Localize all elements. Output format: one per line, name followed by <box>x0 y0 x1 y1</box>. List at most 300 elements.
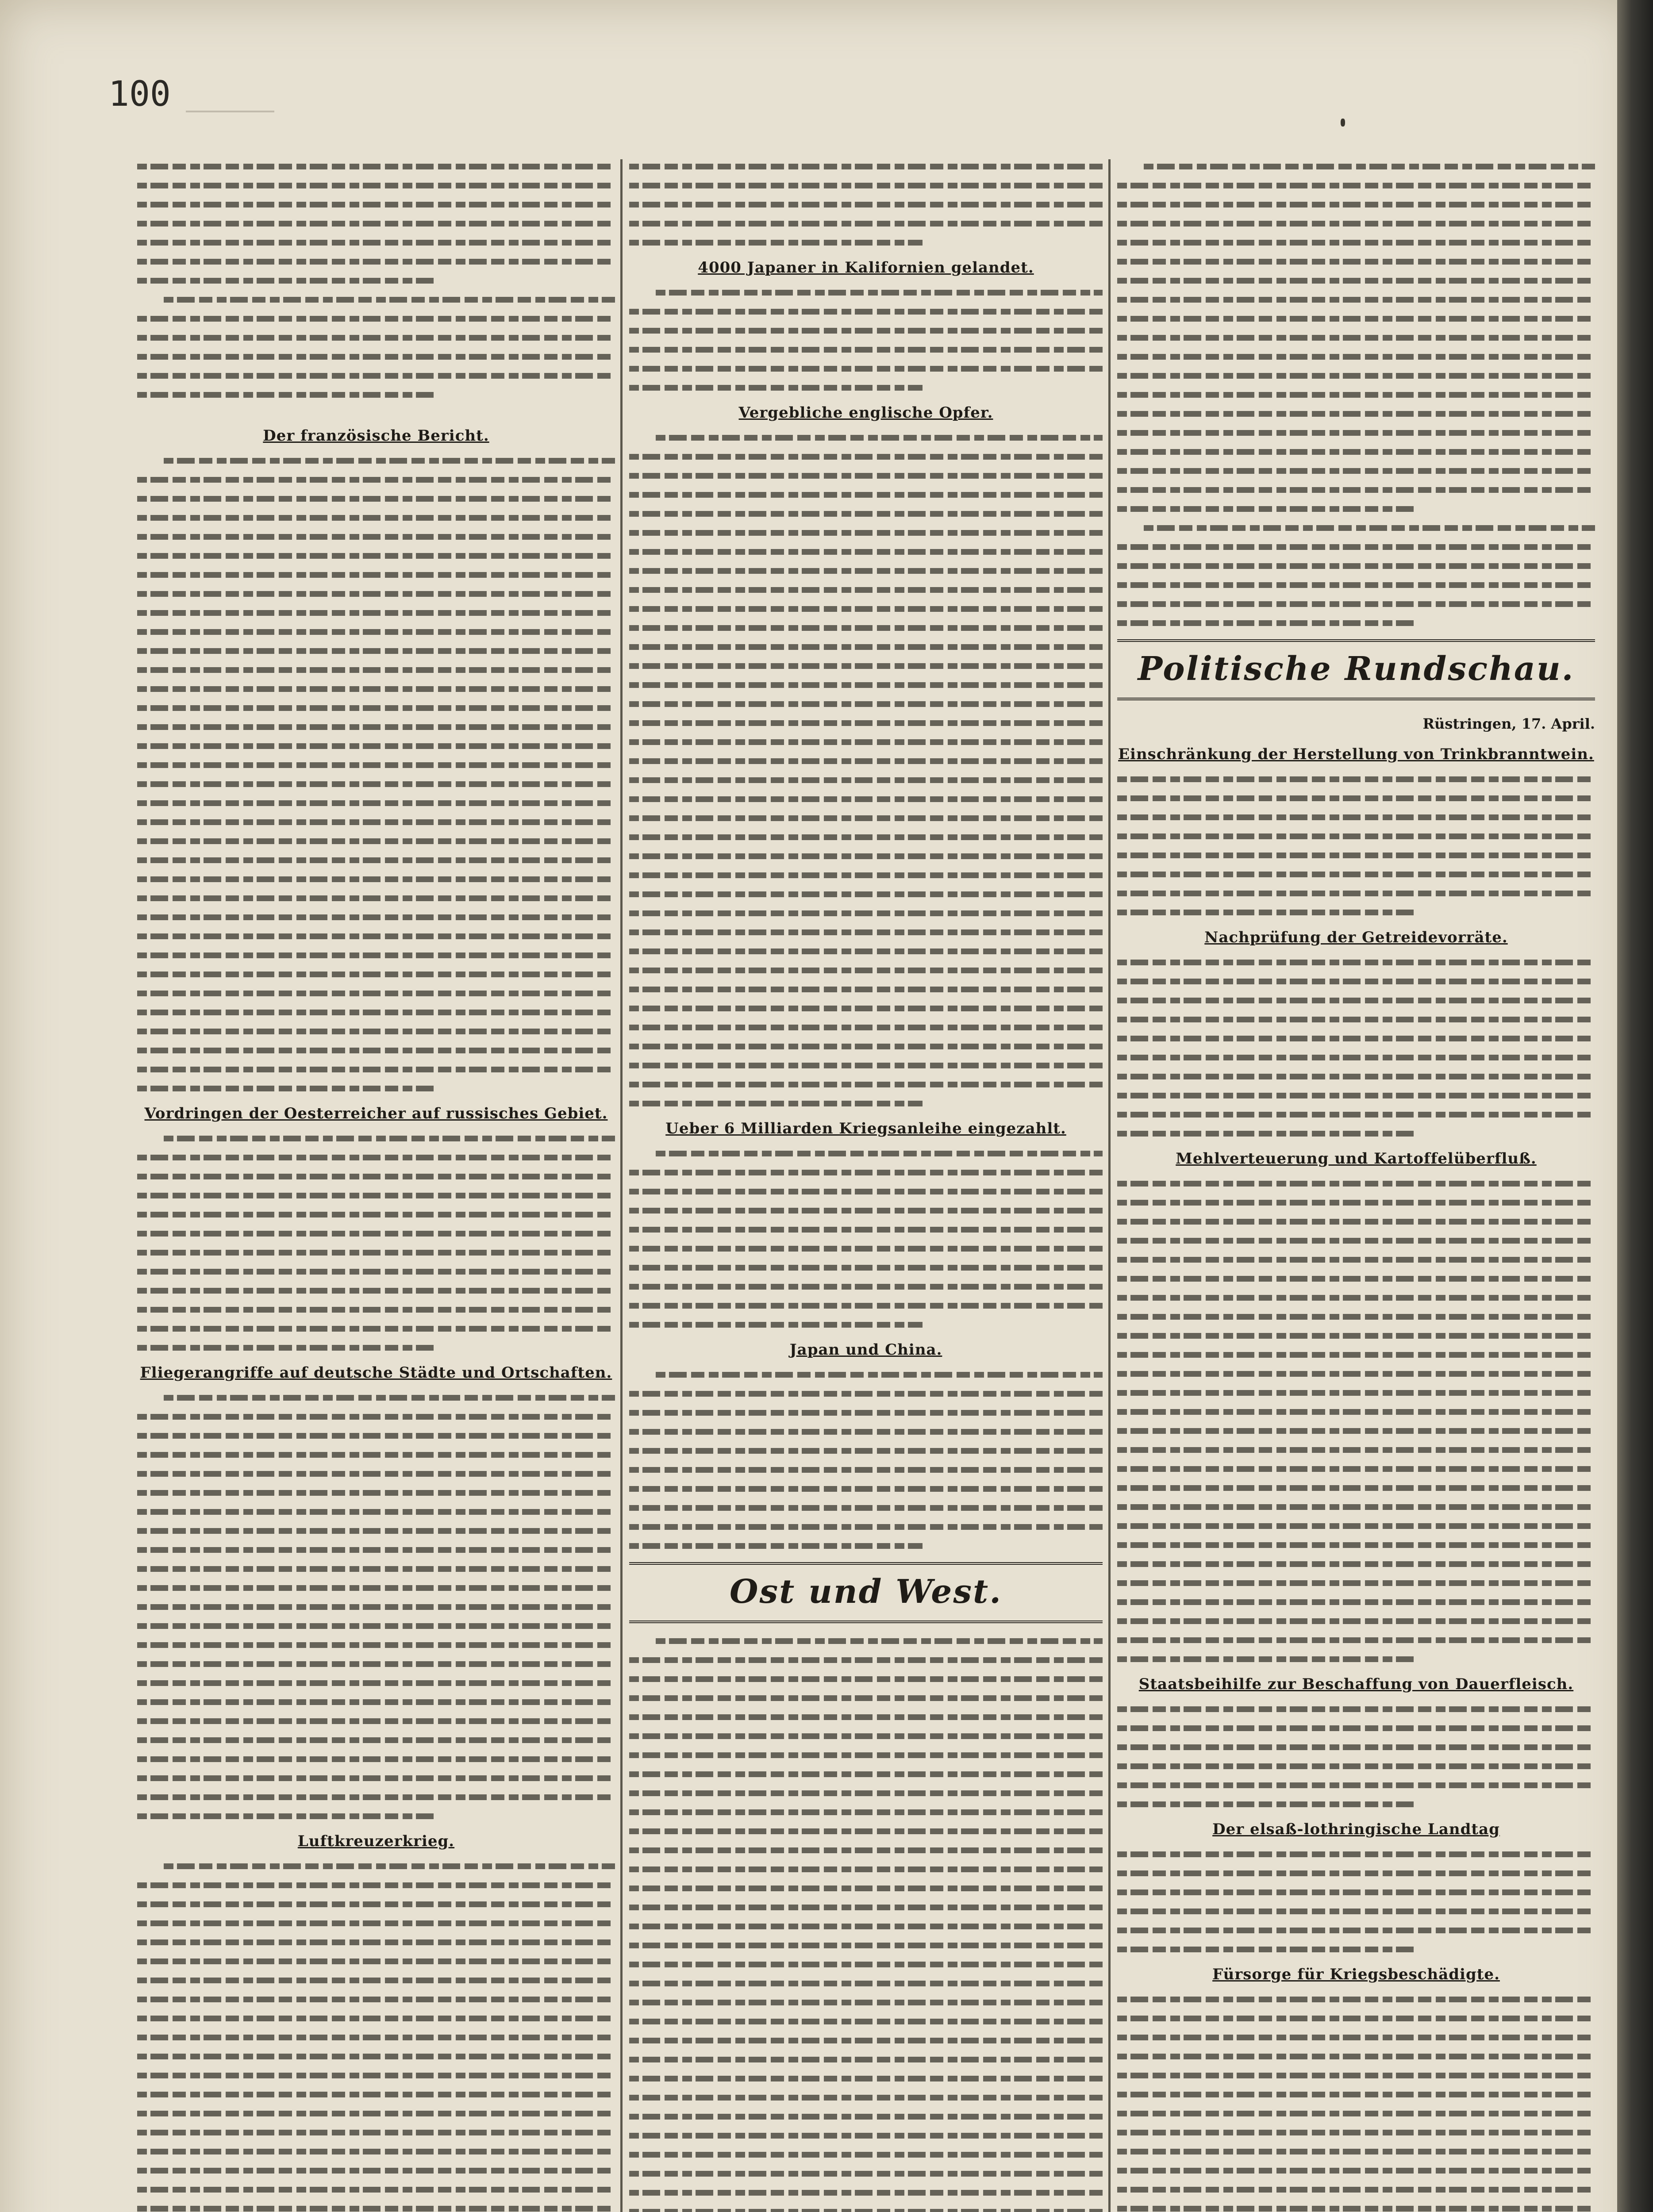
body-text-line <box>137 819 615 825</box>
body-text-line <box>137 952 615 958</box>
body-text-line <box>137 591 615 597</box>
body-text-line <box>1117 430 1595 436</box>
body-text-line <box>1117 2168 1595 2174</box>
body-text-line <box>629 1924 1103 1929</box>
body-text-line <box>629 853 1103 859</box>
body-text-line <box>1117 1276 1595 1282</box>
body-text-line <box>137 1775 615 1781</box>
body-text-line <box>629 1752 1103 1758</box>
body-text-line <box>137 1920 615 1926</box>
body-text-line <box>1117 1580 1595 1586</box>
body-text-line <box>137 1414 615 1420</box>
body-text-line <box>1117 891 1595 896</box>
body-text-line <box>137 1067 615 1072</box>
body-text-line <box>137 534 615 540</box>
body-text-line <box>629 2171 1103 2177</box>
body-text-line <box>1117 2130 1595 2135</box>
body-text-line <box>629 347 1103 353</box>
body-text-line <box>629 1809 1103 1815</box>
body-text-line <box>1117 354 1595 360</box>
body-text-line <box>629 1082 1103 1087</box>
body-text-line <box>656 290 1103 296</box>
body-text-line <box>137 1490 615 1496</box>
body-text-line <box>164 1863 615 1869</box>
body-text-line <box>629 2076 1103 2081</box>
body-text-line <box>1117 1725 1595 1731</box>
body-text-line <box>1117 1870 1595 1876</box>
body-text-line <box>629 2019 1103 2024</box>
body-text-line <box>629 2190 1103 2196</box>
body-text-line <box>629 663 1103 669</box>
section-heading: Einschränkung der Herstellung von Trinkbranntwein. <box>1118 745 1594 763</box>
body-text-line <box>1117 1889 1595 1895</box>
body-text-line <box>137 838 615 844</box>
body-text-line <box>137 1250 615 1256</box>
body-text-line <box>629 834 1103 840</box>
body-text-line <box>1117 373 1595 379</box>
section-heading: Fliegerangriffe auf deutsche Städte und Ortschaften. <box>140 1364 612 1382</box>
body-text-line <box>1117 1314 1595 1320</box>
body-text-line <box>137 1471 615 1477</box>
body-text-line <box>656 435 1103 441</box>
body-text-line <box>629 549 1103 555</box>
body-text-line <box>629 891 1103 897</box>
body-text-line <box>629 530 1103 536</box>
section-heading: Fürsorge für Kriegsbeschädigte. <box>1212 1966 1500 1983</box>
body-text-line <box>629 1025 1103 1030</box>
body-text-line <box>137 1978 615 1983</box>
body-text-line <box>629 1208 1103 1214</box>
section-heading: Der elsaß-lothringische Landtag <box>1212 1820 1500 1838</box>
body-text-line <box>1117 2054 1595 2059</box>
body-text-line <box>629 625 1103 631</box>
body-text-line <box>656 1372 1103 1378</box>
body-text-line <box>629 240 923 246</box>
body-text-line <box>1117 1257 1595 1263</box>
body-text-line <box>629 720 1103 726</box>
body-text-line <box>629 796 1103 802</box>
body-text-line <box>629 1429 1103 1435</box>
body-text-line <box>629 1866 1103 1872</box>
body-text-line <box>137 610 615 616</box>
body-text-line <box>137 1086 434 1091</box>
body-text-line <box>137 221 615 227</box>
section-heading: Japan und China. <box>789 1341 942 1359</box>
body-text-line <box>137 1345 434 1351</box>
body-text-line <box>1117 776 1595 782</box>
body-text-line <box>1117 2035 1595 2040</box>
body-text-line <box>629 949 1103 954</box>
body-text-line <box>1117 1466 1595 1472</box>
body-text-line <box>629 1284 1103 1290</box>
body-text-line <box>629 164 1103 169</box>
body-text-line <box>137 515 615 521</box>
body-text-line <box>629 1006 1103 1011</box>
body-text-line <box>1117 2206 1595 2212</box>
body-text-line <box>1117 1352 1595 1358</box>
body-text-line <box>629 701 1103 707</box>
body-text-line <box>137 1155 615 1160</box>
section-heading: Nachprüfung der Getreidevorräte. <box>1204 929 1508 946</box>
body-text-line <box>629 309 1103 315</box>
body-text-line <box>629 1170 1103 1175</box>
body-text-line <box>629 2114 1103 2120</box>
column-rule <box>620 159 623 2212</box>
body-text-line <box>629 1676 1103 1682</box>
body-text-line <box>629 1101 923 1106</box>
body-text-line <box>1117 1656 1414 1662</box>
major-heading: Ost und West. <box>629 1562 1103 1623</box>
body-text-line <box>1117 2187 1595 2193</box>
body-text-line <box>1117 1409 1595 1415</box>
body-text-line <box>137 1029 615 1034</box>
body-text-line <box>137 1585 615 1591</box>
body-text-line <box>629 1695 1103 1701</box>
body-text-line <box>1117 814 1595 820</box>
body-text-line <box>137 1547 615 1553</box>
major-heading: Politische Rundschau. <box>1117 639 1595 700</box>
column-rule <box>1108 159 1111 2212</box>
body-text-line <box>137 1642 615 1648</box>
body-text-line <box>1117 544 1595 550</box>
body-text-line <box>137 553 615 559</box>
body-text-line <box>656 1638 1103 1644</box>
body-text-line <box>164 1395 615 1401</box>
body-text-line <box>137 914 615 920</box>
body-text-line <box>137 2130 615 2135</box>
body-text-line <box>137 2111 615 2116</box>
body-text-line <box>137 2073 615 2078</box>
body-text-line <box>137 1048 615 1053</box>
body-text-line <box>1117 1093 1595 1098</box>
body-text-line <box>1117 1200 1595 1206</box>
body-text-line <box>1117 1561 1595 1567</box>
body-text-line <box>629 2095 1103 2101</box>
section-heading: Ueber 6 Milliarden Kriegsanleihe eingezahlt. <box>665 1120 1066 1137</box>
body-text-line <box>137 724 615 730</box>
body-text-line <box>1117 2073 1595 2078</box>
body-text-line <box>629 987 1103 992</box>
body-text-line <box>1117 563 1595 569</box>
body-text-line <box>629 511 1103 517</box>
section-heading: Luftkreuzerkrieg. <box>297 1832 455 1850</box>
body-text-line <box>629 366 1103 372</box>
body-text-line <box>629 910 1103 916</box>
body-text-line <box>137 876 615 882</box>
body-text-line <box>629 492 1103 498</box>
body-text-line <box>137 743 615 749</box>
page-number: 100 <box>108 74 171 114</box>
body-text-line <box>1117 1390 1595 1396</box>
body-text-line <box>1117 221 1595 227</box>
dateline: Rüstringen, 17. April. <box>1422 715 1595 732</box>
body-text-line <box>629 1543 923 1549</box>
body-text-line <box>629 2133 1103 2139</box>
body-text-line <box>137 1882 615 1888</box>
body-text-line <box>137 259 615 265</box>
body-text-line <box>1117 1181 1595 1187</box>
body-text-line <box>629 328 1103 334</box>
body-text-line <box>137 1528 615 1534</box>
body-text-line <box>629 1733 1103 1739</box>
body-text-line <box>629 815 1103 821</box>
body-text-line <box>629 473 1103 479</box>
body-text-line <box>629 1044 1103 1049</box>
body-text-line <box>137 2092 615 2097</box>
body-text-line <box>1117 2111 1595 2116</box>
body-text-line <box>629 606 1103 612</box>
body-text-line <box>137 1718 615 1724</box>
body-text-line <box>629 385 923 391</box>
body-text-line <box>137 1623 615 1629</box>
body-text-line <box>1117 960 1595 965</box>
body-text-line <box>629 1486 1103 1492</box>
body-text-line <box>1117 278 1595 284</box>
body-text-line <box>1117 1333 1595 1339</box>
body-text-line <box>629 777 1103 783</box>
body-text-line <box>137 1212 615 1217</box>
body-text-line <box>1117 582 1595 588</box>
body-text-line <box>1117 183 1595 188</box>
body-text-line <box>629 739 1103 745</box>
section-heading: Der französische Bericht. <box>263 427 489 445</box>
body-text-line <box>164 458 615 464</box>
spacer <box>137 411 615 422</box>
body-text-line <box>629 1790 1103 1796</box>
body-text-line <box>1117 1744 1595 1750</box>
body-text-line <box>1117 1131 1414 1137</box>
body-text-line <box>629 1303 1103 1309</box>
body-text-line <box>629 1391 1103 1397</box>
body-text-line <box>137 392 434 398</box>
body-text-line <box>629 454 1103 460</box>
body-text-line <box>137 1813 434 1819</box>
body-text-line <box>137 972 615 977</box>
body-text-line <box>137 1661 615 1667</box>
body-text-line <box>137 2035 615 2040</box>
body-text-line <box>164 1136 615 1141</box>
body-text-line <box>1117 979 1595 984</box>
body-text-line <box>137 278 434 284</box>
body-text-line <box>137 1997 615 2002</box>
body-text-line <box>137 1604 615 1610</box>
body-text-line <box>1144 164 1595 169</box>
section-heading: Staatsbeihilfe zur Beschaffung von Dauerfleisch. <box>1138 1675 1574 1693</box>
body-text-line <box>629 758 1103 764</box>
body-text-line <box>137 2187 615 2193</box>
body-text-line <box>1144 525 1595 531</box>
body-text-line <box>629 221 1103 227</box>
body-text-line <box>164 297 615 303</box>
body-text-line <box>137 572 615 578</box>
body-text-line <box>1117 2092 1595 2097</box>
body-text-line <box>629 1847 1103 1853</box>
body-text-line <box>1117 335 1595 341</box>
section-heading: 4000 Japaner in Kalifornien gelandet. <box>698 259 1034 276</box>
body-text-line <box>1117 240 1595 246</box>
body-text-line <box>137 762 615 768</box>
body-text-line <box>137 316 615 322</box>
body-text-line <box>137 1509 615 1515</box>
body-text-line <box>629 1227 1103 1233</box>
body-text-line <box>1117 316 1595 322</box>
column-left <box>137 164 615 2212</box>
body-text-line <box>137 1174 615 1179</box>
body-text-line <box>629 1448 1103 1454</box>
body-text-line <box>629 1981 1103 1986</box>
body-text-line <box>1117 1219 1595 1225</box>
section-heading: Vordringen der Oesterreicher auf russisches Gebiet. <box>144 1105 608 1122</box>
body-text-line <box>137 1680 615 1686</box>
body-text-line <box>629 2000 1103 2005</box>
body-text-line <box>1117 1801 1414 1807</box>
body-text-line <box>1117 1074 1595 1079</box>
body-text-line <box>1117 1618 1595 1624</box>
body-text-line <box>1117 1763 1595 1769</box>
body-text-line <box>629 2209 1103 2212</box>
section-heading: Mehlverteuerung und Kartoffelüberfluß. <box>1176 1150 1537 1167</box>
body-text-line <box>137 1269 615 1275</box>
body-text-line <box>629 1063 1103 1068</box>
scan-edge <box>1617 0 1653 2212</box>
body-text-line <box>137 183 615 188</box>
body-text-line <box>629 2038 1103 2043</box>
body-text-line <box>629 1828 1103 1834</box>
body-text-line <box>1117 601 1595 607</box>
body-text-line <box>137 1433 615 1439</box>
body-text-line <box>629 1943 1103 1948</box>
body-text-line <box>1117 506 1414 512</box>
body-text-line <box>137 2168 615 2174</box>
body-text-line <box>656 1151 1103 1156</box>
body-text-line <box>1117 1485 1595 1491</box>
body-text-line <box>629 2057 1103 2062</box>
body-text-line <box>137 629 615 635</box>
body-text-line <box>137 2206 615 2212</box>
body-text-line <box>1117 795 1595 801</box>
faint-stamp <box>186 84 274 112</box>
body-text-line <box>137 477 615 483</box>
body-text-line <box>1117 297 1595 303</box>
body-text-line <box>137 2016 615 2021</box>
body-text-line <box>1117 1928 1595 1933</box>
body-text-line <box>137 1326 615 1332</box>
body-text-line <box>1117 1782 1595 1788</box>
body-text-line <box>629 1524 1103 1530</box>
body-text-line <box>629 1714 1103 1720</box>
body-text-line <box>1117 1909 1595 1914</box>
body-text-line <box>137 1901 615 1907</box>
body-text-line <box>1117 1055 1595 1060</box>
body-text-line <box>629 968 1103 973</box>
body-text-line <box>137 991 615 996</box>
body-text-line <box>137 1193 615 1198</box>
body-text-line <box>137 1939 615 1945</box>
body-text-line <box>629 1246 1103 1252</box>
body-text-line <box>629 1905 1103 1910</box>
body-text-line <box>629 1467 1103 1473</box>
body-text-line <box>629 929 1103 935</box>
body-text-line <box>1117 872 1595 877</box>
column-right <box>1117 164 1595 2212</box>
body-text-line <box>137 1452 615 1458</box>
body-text-line <box>1117 1017 1595 1022</box>
body-text-line <box>137 496 615 502</box>
body-text-line <box>1117 1851 1595 1857</box>
body-text-line <box>629 1410 1103 1416</box>
body-text-line <box>629 202 1103 207</box>
body-text-line <box>137 1699 615 1705</box>
body-text-line <box>1117 998 1595 1003</box>
body-text-line <box>629 1962 1103 1967</box>
body-text-line <box>1117 1997 1595 2002</box>
body-text-line <box>137 800 615 806</box>
body-text-line <box>137 667 615 673</box>
body-text-line <box>1117 1036 1595 1041</box>
body-text-line <box>1117 1112 1595 1118</box>
body-text-line <box>1117 202 1595 207</box>
body-text-line <box>137 648 615 654</box>
body-text-line <box>137 857 615 863</box>
body-text-line <box>1117 1447 1595 1453</box>
body-text-line <box>1117 1295 1595 1301</box>
body-text-line <box>1117 1504 1595 1510</box>
body-text-line <box>1117 1542 1595 1548</box>
body-text-line <box>137 1307 615 1313</box>
body-text-line <box>137 705 615 711</box>
body-text-line <box>1117 620 1414 626</box>
body-text-line <box>137 933 615 939</box>
body-text-line <box>1117 853 1595 858</box>
body-text-line <box>137 1010 615 1015</box>
body-text-line <box>629 1322 923 1328</box>
body-text-line <box>1117 833 1595 839</box>
body-text-line <box>137 1756 615 1762</box>
body-text-line <box>1117 449 1595 455</box>
body-text-line <box>1117 468 1595 474</box>
body-text-line <box>137 686 615 692</box>
body-text-line <box>629 2152 1103 2158</box>
body-text-line <box>137 1288 615 1294</box>
body-text-line <box>137 1231 615 1237</box>
body-text-line <box>1117 487 1595 493</box>
body-text-line <box>137 373 615 379</box>
body-text-line <box>1117 411 1595 417</box>
body-text-line <box>629 1189 1103 1194</box>
body-text-line <box>1117 1706 1595 1712</box>
body-text-line <box>137 1794 615 1800</box>
body-text-line <box>629 183 1103 188</box>
body-text-line <box>137 895 615 901</box>
body-text-line <box>137 2149 615 2154</box>
body-text-line <box>137 1566 615 1572</box>
body-text-line <box>1117 1947 1414 1952</box>
body-text-line <box>629 872 1103 878</box>
body-text-line <box>629 1265 1103 1271</box>
body-text-line <box>1117 2016 1595 2021</box>
body-text-line <box>1117 2149 1595 2154</box>
body-text-line <box>137 240 615 246</box>
body-text-line <box>1117 1523 1595 1529</box>
body-text-line <box>629 568 1103 574</box>
body-text-line <box>629 644 1103 650</box>
body-text-line <box>629 1886 1103 1891</box>
body-text-line <box>1117 1238 1595 1244</box>
section-heading: Vergebliche englische Opfer. <box>738 404 993 422</box>
body-text-line <box>137 164 615 169</box>
body-text-line <box>137 202 615 207</box>
body-text-line <box>1117 392 1595 398</box>
